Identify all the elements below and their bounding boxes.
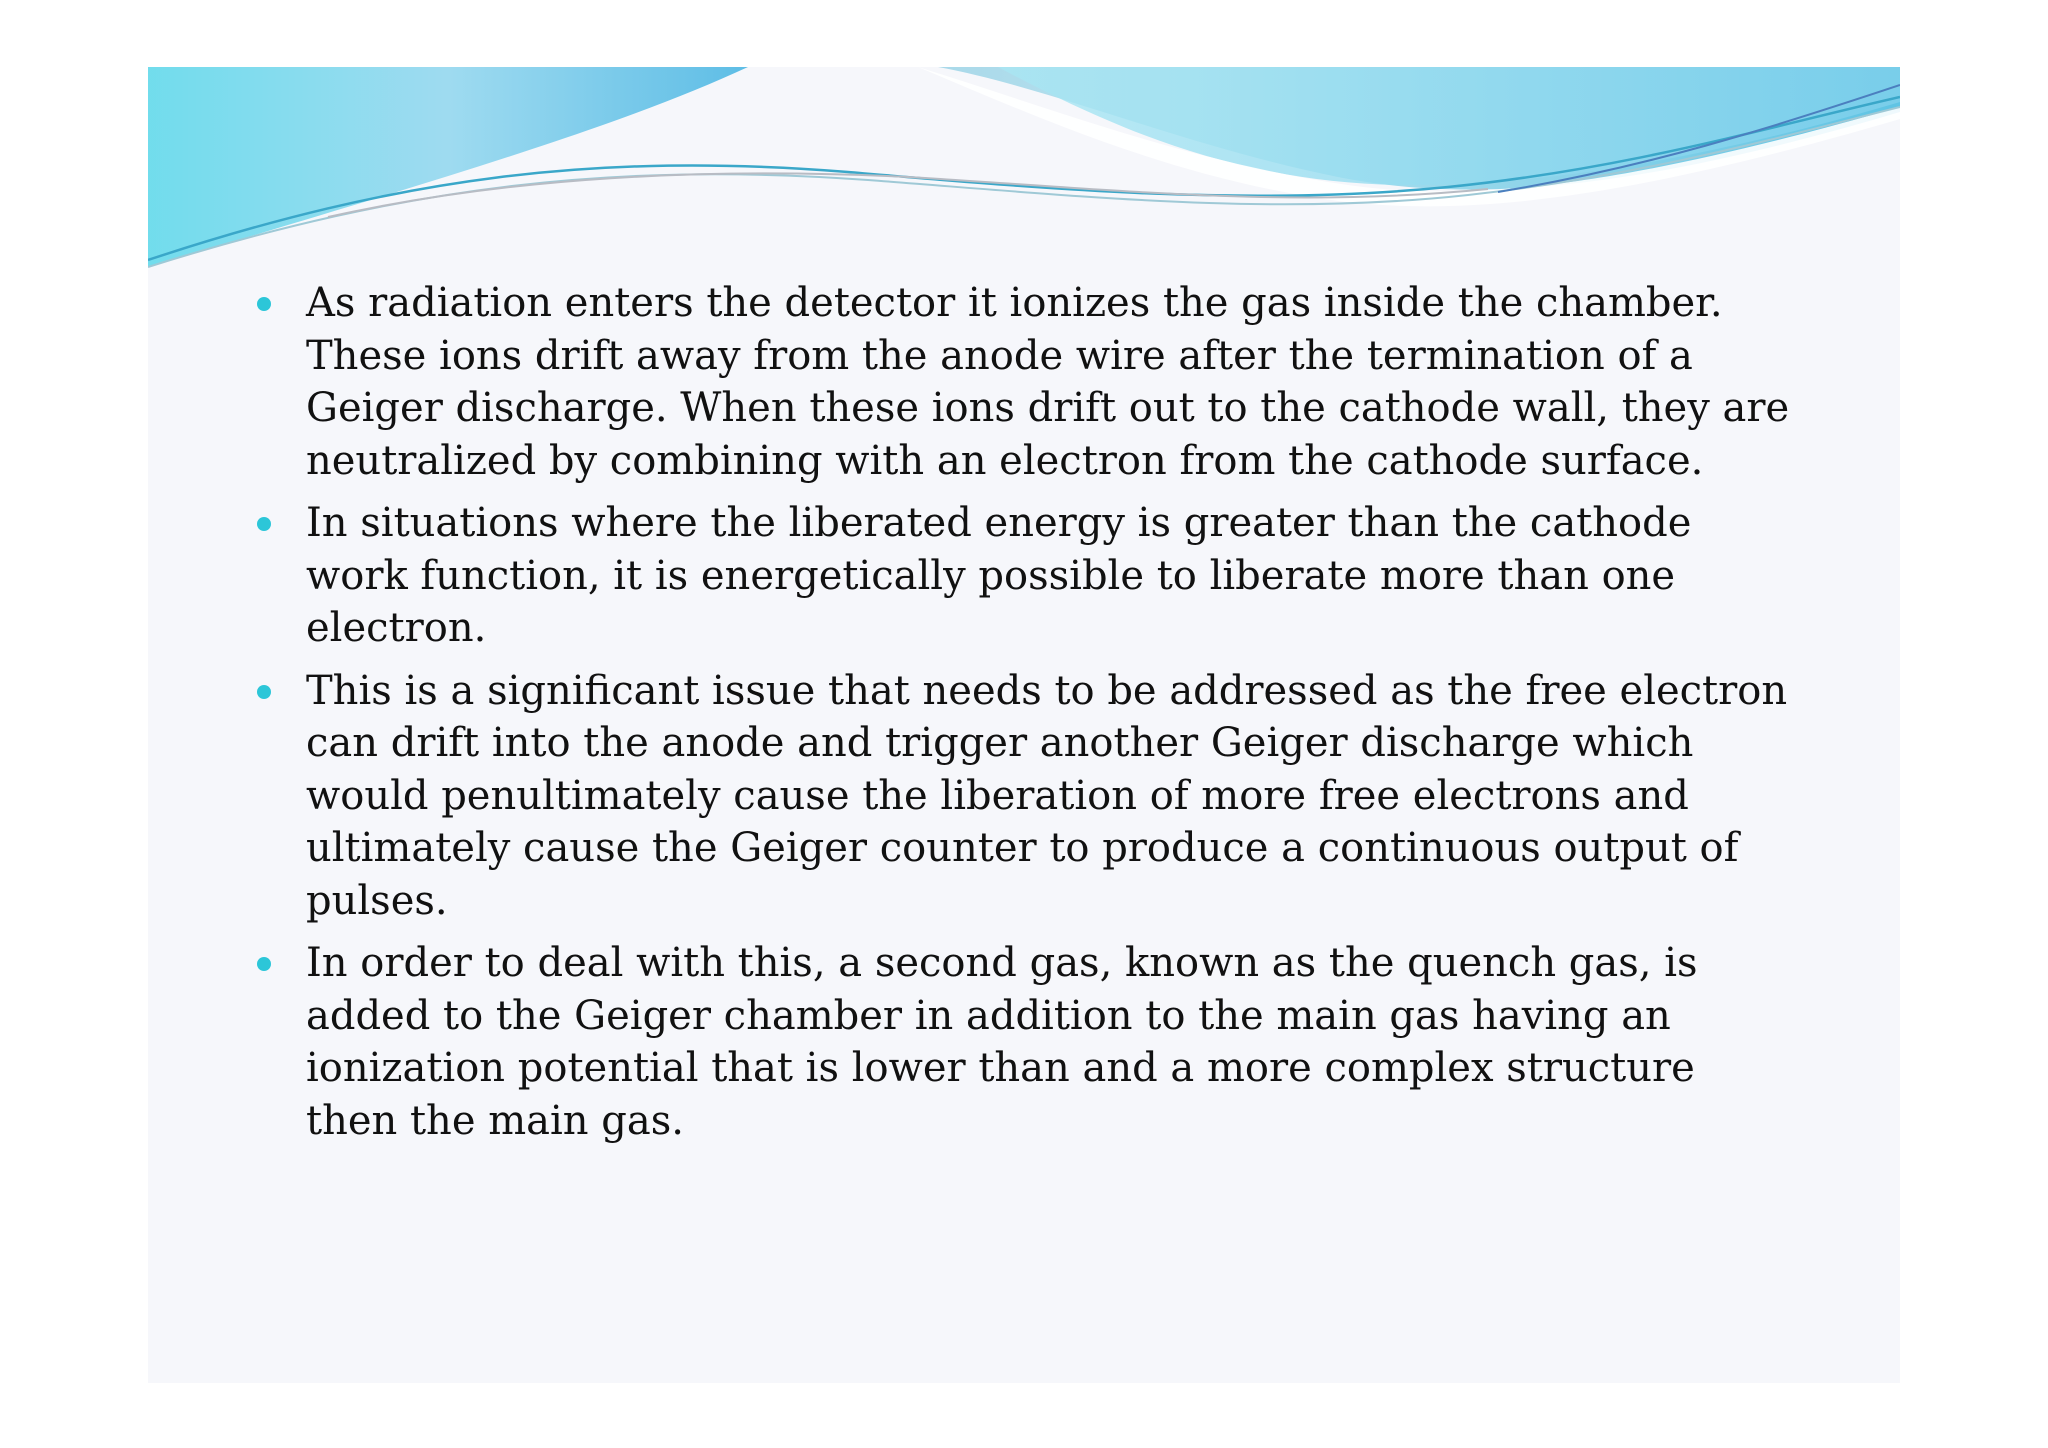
bullet-dot-icon [257, 685, 271, 699]
bullet-dot-icon [257, 297, 271, 311]
bullet-text: As radiation enters the detector it ionizes the gas inside the chamber. These ions drift away from the anode wire after the termination of a Geiger discharge. When these ions drift out to the cathode wall, they are neutralized by combining with an electron from the cathode surface. [306, 280, 1790, 484]
bullet-dot-icon [257, 517, 271, 531]
bullet-item [254, 665, 1794, 928]
bullet-item [254, 497, 1794, 655]
bullet-list [254, 277, 1794, 1157]
bullet-dot-icon [257, 957, 271, 971]
bullet-text: In order to deal with this, a second gas, known as the quench gas, is added to the Geiger chamber in addition to the main gas having an ionization potential that is lower than and a more complex structure then the main gas. [306, 940, 1698, 1144]
wave-banner [148, 67, 1900, 272]
bullet-item [254, 937, 1794, 1147]
slide [148, 67, 1900, 1383]
bullet-text: This is a significant issue that needs to be addressed as the free electron can drift into the anode and trigger another Geiger discharge which would penultimately cause the liberation of more free electrons and ultimately cause the Geiger counter to produce a continuous output of pulses. [306, 667, 1788, 924]
bullet-item [254, 277, 1794, 487]
bullet-text: In situations where the liberated energy is greater than the cathode work function, it is energetically possible to liberate more than one electron. [306, 500, 1692, 651]
